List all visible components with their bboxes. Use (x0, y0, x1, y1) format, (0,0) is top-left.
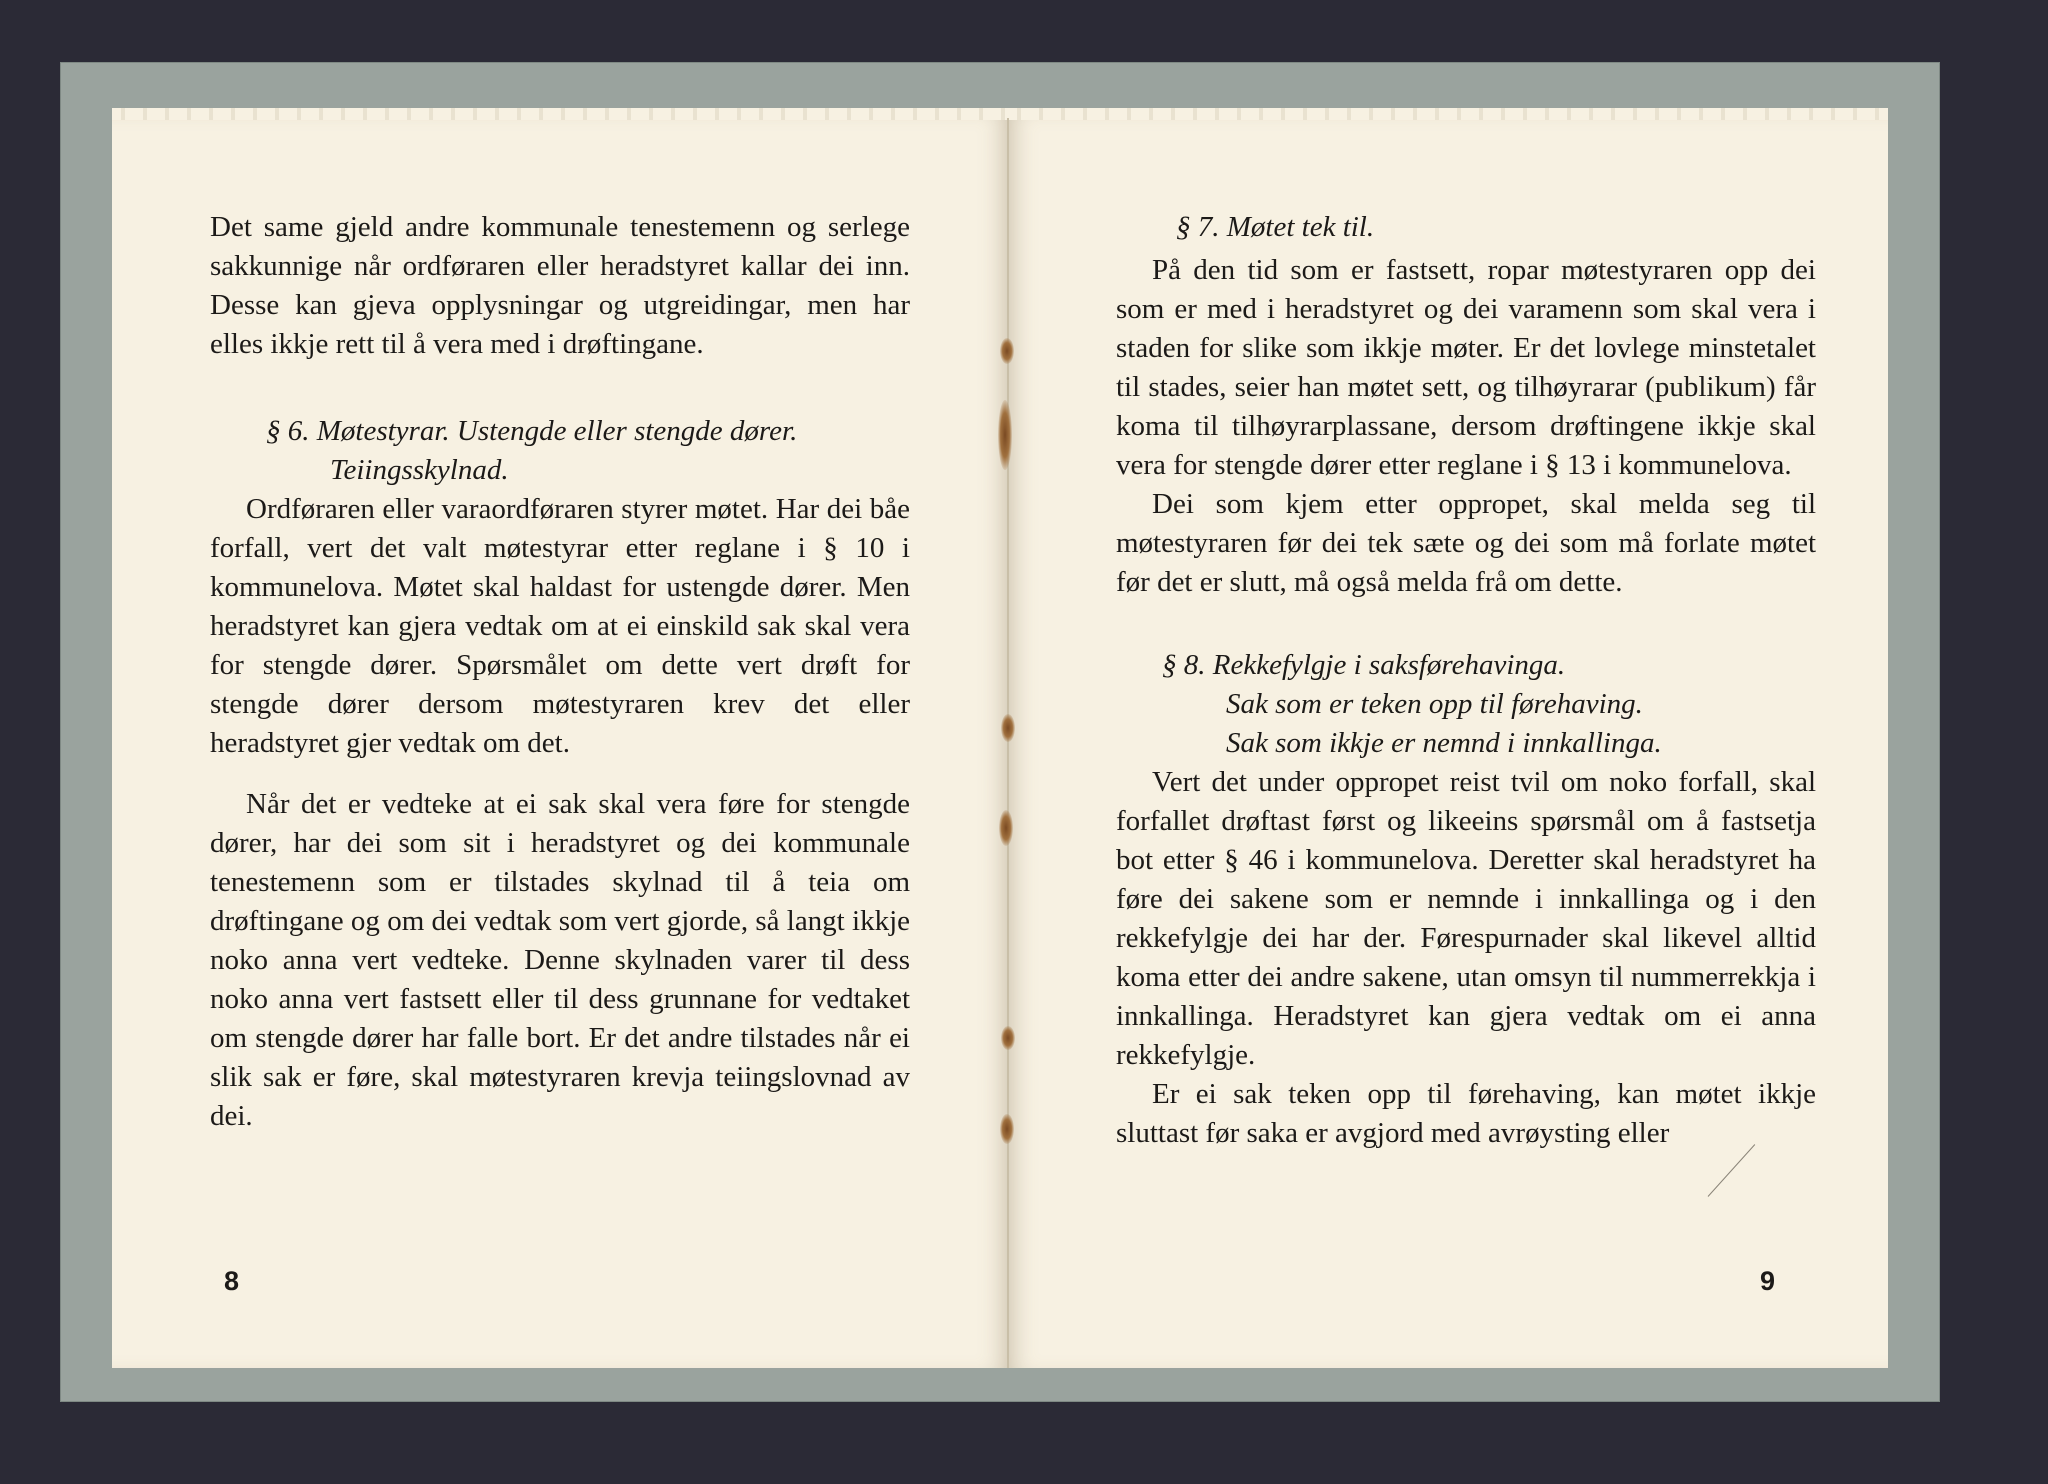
section-8-paragraph-2: Er ei sak teken opp til førehaving, kan møtet ikkje sluttast før saka er avgjord med avrøysting eller (1116, 1078, 1816, 1149)
section-8-subheading-1: Sak som er teken opp til førehaving. (1226, 688, 1643, 720)
staple-rust-stain (1001, 1026, 1015, 1050)
section-7-paragraph-1: På den tid som er fastsett, ropar møtestyraren opp dei som er med i heradstyret og dei varamenn som skal vera i staden for slike som ikkje møter. Er det lovlege minstetalet til stades, seier han møtet sett, og tilhøyrarar (publikum) får koma til tilhøyrarplassane, dersom drøftingene ikkje skal vera for stengde dører etter reglane i § 13 i kommunelova. (1116, 254, 1816, 481)
section-6-paragraph-1: Ordføraren eller varaordføraren styrer møtet. Har dei båe forfall, vert det valt møtestyrar etter reglane i § 10 i kommunelova. Møtet skal haldast for ustengde dører. Men heradstyret kan gjera vedtak om at ei einskild sak skal vera for stengde dører. Spørsmålet om dette vert drøft for stengde dører dersom møtestyraren krev det eller heradstyret gjer vedtak om det. (210, 493, 910, 759)
right-page-text (1116, 208, 1816, 1153)
torn-top-edge (112, 108, 1008, 120)
section-6-paragraph-2: Når det er vedteke at ei sak skal vera føre for stengde dører, har dei som sit i heradstyret og dei kommunale tenestemenn som er tilstades skylnad til å teia om drøftingane og om dei vedtak som vert gjorde, så langt ikkje noko anna vert vedteke. Denne skylnaden varer til dess noko anna vert fastsett eller til dess grunnane for vedtaket om stengde dører har falle bort. Er det andre tilstades når ei slik sak er føre, skal møtestyraren krevja teiingslovnad av dei. (210, 788, 910, 1132)
book-spine (1007, 118, 1009, 1368)
staple-rust-stain (998, 400, 1012, 470)
torn-top-edge (1008, 108, 1888, 120)
section-7-heading: § 7. Møtet tek til. (1176, 211, 1375, 243)
staple-rust-stain (1000, 338, 1014, 364)
section-8-heading: § 8. Rekkefylgje i saksførehavinga. (1162, 649, 1566, 681)
section-8-paragraph-1: Vert det under oppropet reist tvil om noko forfall, skal forfallet drøftast først og likeeins spørsmål om å fastsetja bot etter § 46 i kommunelova. Deretter skal heradstyret ha føre dei sakene som er nemnde i innkallinga og i den rekkefylgje dei har der. Førespurnader skal likevel alltid koma etter dei andre sakene, utan omsyn til nummerrekkja i innkallinga. Heradstyret kan gjera vedtak om ei anna rekkefylgje. (1116, 766, 1816, 1071)
page-number-left: 8 (224, 1266, 240, 1296)
staple-rust-stain (999, 810, 1013, 846)
section-7-paragraph-2: Dei som kjem etter oppropet, skal melda seg til møtestyraren før dei tek sæte og dei som må forlate møtet før det er slutt, må også melda frå om dette. (1116, 488, 1816, 598)
page-number-right: 9 (1760, 1266, 1776, 1296)
staple-rust-stain (1001, 714, 1015, 742)
section-6-heading: § 6. Møtestyrar. Ustengde eller stengde dører. (266, 415, 798, 447)
intro-paragraph: Det same gjeld andre kommunale tenestemenn og serlege sakkunnige når ordføraren eller heradstyret kallar dei inn. Desse kan gjeva opplysningar og utgreidingar, men har elles ikkje rett til å vera med i drøftingane. (210, 211, 910, 360)
section-8-subheading-2: Sak som ikkje er nemnd i innkallinga. (1226, 727, 1662, 759)
right-page (1008, 118, 1888, 1368)
left-page-text (210, 208, 910, 1136)
staple-rust-stain (1000, 1114, 1014, 1144)
section-6-heading-cont: Teiingsskylnad. (330, 454, 509, 486)
left-page (112, 118, 1008, 1368)
